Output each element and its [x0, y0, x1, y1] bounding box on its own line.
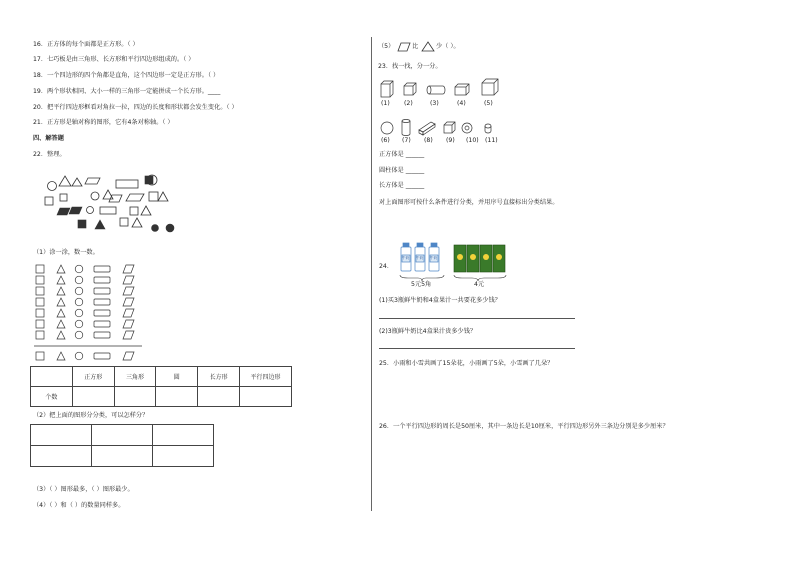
square-icon — [78, 220, 86, 228]
shape-label: (8) — [424, 137, 433, 144]
triangle-icon — [158, 192, 168, 201]
count-input-cell[interactable] — [198, 387, 240, 407]
square-icon — [60, 194, 67, 201]
milk-label: 牛奶 — [416, 256, 424, 260]
triangle-icon — [141, 206, 151, 215]
shape-label: (10) — [466, 137, 479, 144]
count-input-cell[interactable] — [156, 387, 198, 407]
subquestion-1: （1）涂一涂，数一数。 — [33, 249, 99, 256]
shape-label: (11) — [485, 137, 498, 144]
count-table — [30, 366, 292, 407]
rectangle-icon — [100, 207, 116, 214]
sphere-icon — [381, 122, 393, 134]
cylinder-answer-line[interactable]: 圆柱体是 ______ — [379, 167, 425, 174]
cube-icon — [444, 122, 455, 133]
question-16: 16．正方体的每个面都是正方形。（ ） — [33, 41, 139, 48]
question-20: 20．把平行四边形框看对角拉一拉，四边的长度和形状都会发生变化。（ ） — [33, 104, 238, 111]
question-24: 24． — [379, 263, 394, 270]
question-19: 19．两个形状相同、大小一样的三角形一定能拼成一个长方形。____ — [33, 88, 221, 95]
question-25: 25．小雨和小雪共画了15朵花，小雨画了5朵，小雪画了几朵？ — [379, 360, 554, 367]
grid-row — [36, 298, 134, 306]
classify-cell[interactable] — [153, 446, 214, 467]
square-icon — [45, 197, 53, 205]
answer-line[interactable] — [379, 348, 575, 349]
question-5-suffix: 少（ ）。 — [436, 43, 460, 50]
parallelogram-icon — [126, 194, 144, 201]
table-header-cell: 平行四边形 — [239, 367, 291, 387]
shape-label: (2) — [404, 100, 413, 107]
subquestion-3: （3）（ ）图形最多，（ ）图形最少。 — [33, 486, 134, 493]
classify-table — [30, 424, 214, 467]
question-23: 23．找一找，分一分。 — [378, 63, 442, 70]
parallelogram-icon — [69, 207, 82, 214]
square-icon — [130, 207, 138, 215]
question-17: 17．七巧板是由三角形、长方形和平行四边形组成的。（ ） — [33, 56, 195, 63]
shape-label: (1) — [381, 100, 390, 107]
count-input-cell[interactable] — [239, 387, 291, 407]
juice-boxes-icon — [453, 243, 509, 275]
coloring-grid — [34, 264, 144, 364]
triangle-icon — [72, 178, 82, 186]
triangle-icon — [95, 220, 105, 229]
parallelogram-icon — [397, 42, 411, 52]
parallelogram-icon — [85, 178, 100, 184]
shape-label: (7) — [402, 137, 411, 144]
classify-cell[interactable] — [92, 425, 153, 446]
question-21: 21．正方形是轴对称的图形，它有4条对称轴。（ ） — [33, 119, 174, 126]
table-header-cell: 长方形 — [198, 367, 240, 387]
milk-label: 牛奶 — [430, 256, 438, 260]
circle-icon — [152, 225, 159, 232]
grid-row — [36, 265, 134, 273]
cuboid-icon — [381, 81, 393, 97]
classify-cell[interactable] — [31, 446, 92, 467]
square-icon — [149, 192, 158, 201]
question-5-compare: 比 — [412, 43, 419, 50]
milk-label: 牛奶 — [402, 256, 410, 260]
cylinder-icon — [427, 86, 445, 94]
grid-row — [36, 287, 134, 295]
shape-label: (5) — [484, 100, 493, 107]
grid-row — [36, 276, 134, 284]
grid-row — [36, 309, 134, 317]
question-18: 18．一个四边形的四个角都是直角，这个四边形一定是正方形。（ ） — [33, 72, 220, 79]
cuboid-icon — [455, 84, 469, 95]
table-header-cell: 正方形 — [72, 367, 114, 387]
shape-label: (3) — [430, 100, 439, 107]
square-icon — [145, 176, 153, 184]
question-24-part-2: (2)3瓶鲜牛奶比4盒果汁贵多少钱？ — [379, 328, 477, 335]
juice-price: 4元 — [474, 281, 485, 288]
rectangle-icon — [116, 180, 138, 188]
cuboid-icon — [419, 122, 435, 135]
square-icon — [120, 218, 128, 226]
shape-label: (6) — [381, 137, 390, 144]
triangle-icon — [59, 176, 71, 186]
triangle-icon — [421, 41, 435, 52]
grid-row — [36, 331, 134, 339]
section-heading: 四、解答题 — [33, 135, 64, 142]
grid-row — [36, 320, 134, 328]
grid-row — [36, 352, 134, 360]
classify-cell[interactable] — [153, 425, 214, 446]
classify-instruction: 对上面图形可按什么条件进行分类，并用序号直接标出分类结果。 — [379, 199, 559, 206]
circle-icon — [91, 192, 99, 200]
parallelogram-icon — [57, 208, 70, 215]
classify-cell[interactable] — [92, 446, 153, 467]
table-header-cell: 三角形 — [114, 367, 156, 387]
subquestion-2: （2）把上面的图形分分类，可以怎样分？ — [33, 412, 149, 419]
classify-cell[interactable] — [31, 425, 92, 446]
count-input-cell[interactable] — [72, 387, 114, 407]
count-input-cell[interactable] — [114, 387, 156, 407]
circle-icon — [48, 182, 57, 191]
triangle-icon — [103, 190, 113, 199]
subquestion-4: （4）（ ）和（ ）的数量同样多。 — [33, 502, 125, 509]
triangle-icon — [132, 218, 142, 227]
milk-price: 5元5角 — [411, 281, 432, 288]
question-22: 22．整理。 — [33, 151, 66, 158]
cylinder-icon — [402, 120, 410, 136]
circle-icon — [166, 224, 174, 232]
cylinder-icon — [462, 123, 472, 133]
cube-icon — [482, 79, 498, 95]
question-5-prefix: （5） — [378, 43, 395, 50]
cuboid-answer-line[interactable]: 长方体是 ______ — [379, 182, 425, 189]
column-divider — [371, 37, 372, 511]
circle-icon — [87, 207, 94, 214]
table-header-cell — [31, 367, 73, 387]
table-header-cell: 圆 — [156, 367, 198, 387]
shape-label: (9) — [446, 137, 455, 144]
cylinder-icon — [485, 124, 491, 133]
question-26: 26．一个平行四边形的周长是50厘米，其中一条边长是10厘米，平行四边形另外三条边分别是多少厘米？ — [379, 423, 669, 430]
answer-line[interactable] — [379, 318, 575, 319]
cube-icon — [404, 83, 416, 95]
shape-label: (4) — [457, 100, 466, 107]
question-24-part-1: (1)买3瓶鲜牛奶和4盒果汁一共要花多少钱？ — [379, 297, 501, 304]
cube-answer-line[interactable]: 正方体是 ______ — [379, 151, 425, 158]
table-row-label: 个数 — [31, 387, 73, 407]
scattered-shapes-figure — [40, 170, 180, 240]
